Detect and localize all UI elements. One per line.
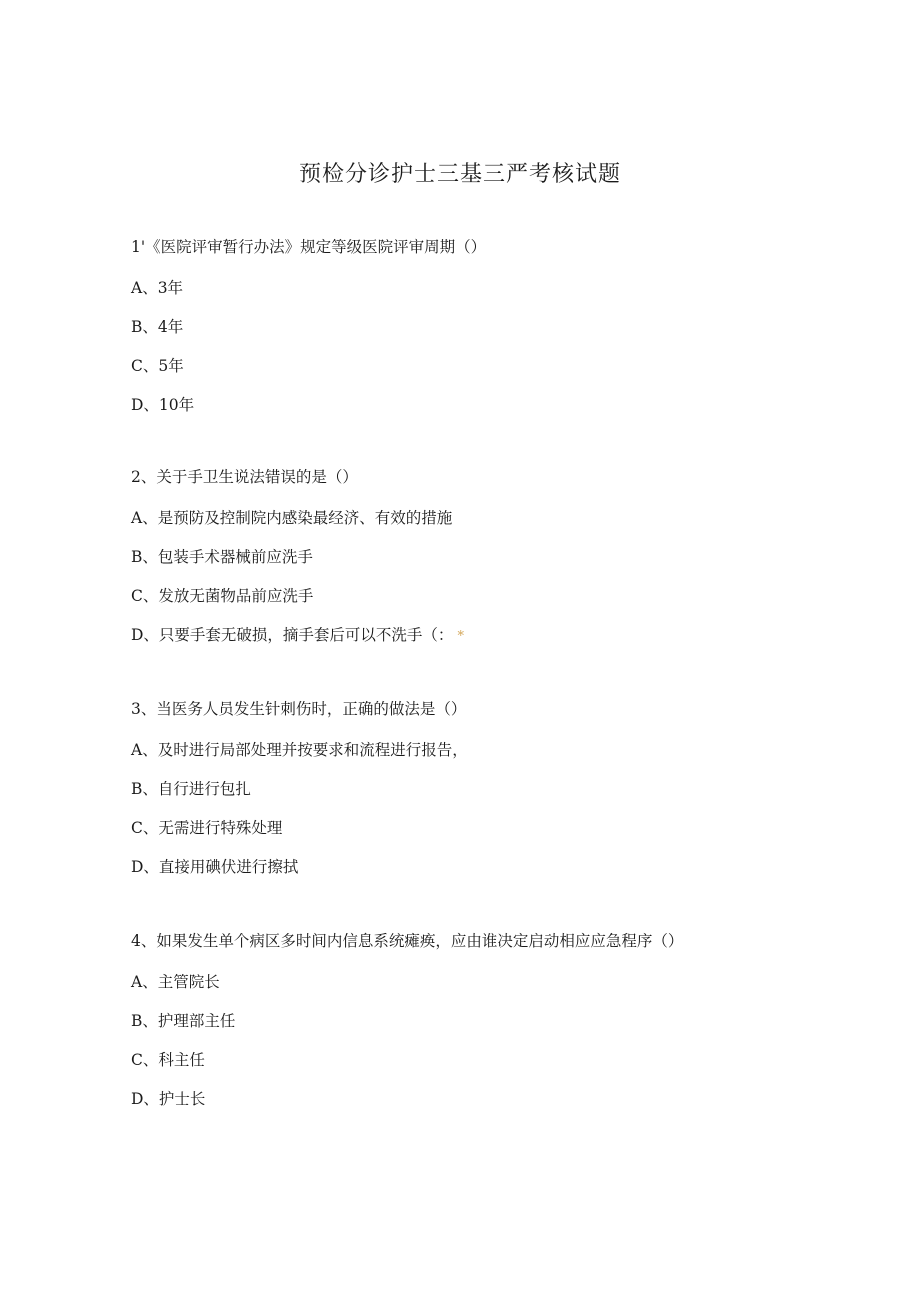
- option-d: D、直接用碘伏进行擦拭: [131, 858, 299, 876]
- question-stem: 1'《医院评审暂行办法》规定等级医院评审周期（）: [131, 238, 487, 256]
- question-stem: 4、如果发生单个病区多时间内信息系统瘫痪，应由谁决定启动相应应急程序（）: [131, 932, 684, 950]
- option-d-row: [131, 624, 851, 648]
- question-1: [131, 236, 851, 416]
- option-c: C、发放无菌物品前应洗手: [131, 587, 314, 605]
- question-3: [131, 698, 851, 878]
- trailing-mark: *: [457, 629, 464, 644]
- option-d: D、只要手套无破损，摘手套后可以不洗手（：: [131, 626, 454, 644]
- option-b: B、自行进行包扎: [131, 780, 251, 798]
- option-a: A、及时进行局部处理并按要求和流程进行报告，: [131, 741, 468, 759]
- option-b: B、护理部主任: [131, 1012, 236, 1030]
- option-c: C、5年: [131, 357, 184, 375]
- question-4: [131, 930, 851, 1110]
- option-a: A、是预防及控制院内感染最经济、有效的措施: [131, 509, 453, 527]
- option-b: B、包装手术器械前应洗手: [131, 548, 313, 566]
- option-a: A、3年: [131, 279, 184, 297]
- question-stem: 3、当医务人员发生针刺伤时，正确的做法是（）: [131, 700, 467, 718]
- option-d: D、10年: [131, 396, 195, 414]
- question-2: [131, 466, 851, 648]
- option-b: B、4年: [131, 318, 184, 336]
- option-c: C、科主任: [131, 1051, 205, 1069]
- option-d: D、护士长: [131, 1090, 206, 1108]
- document-title: 预检分诊护士三基三严考核试题: [298, 162, 621, 187]
- option-a: A、主管院长: [131, 973, 220, 991]
- question-stem: 2、关于手卫生说法错误的是（）: [131, 468, 358, 486]
- option-c: C、无需进行特殊处理: [131, 819, 283, 837]
